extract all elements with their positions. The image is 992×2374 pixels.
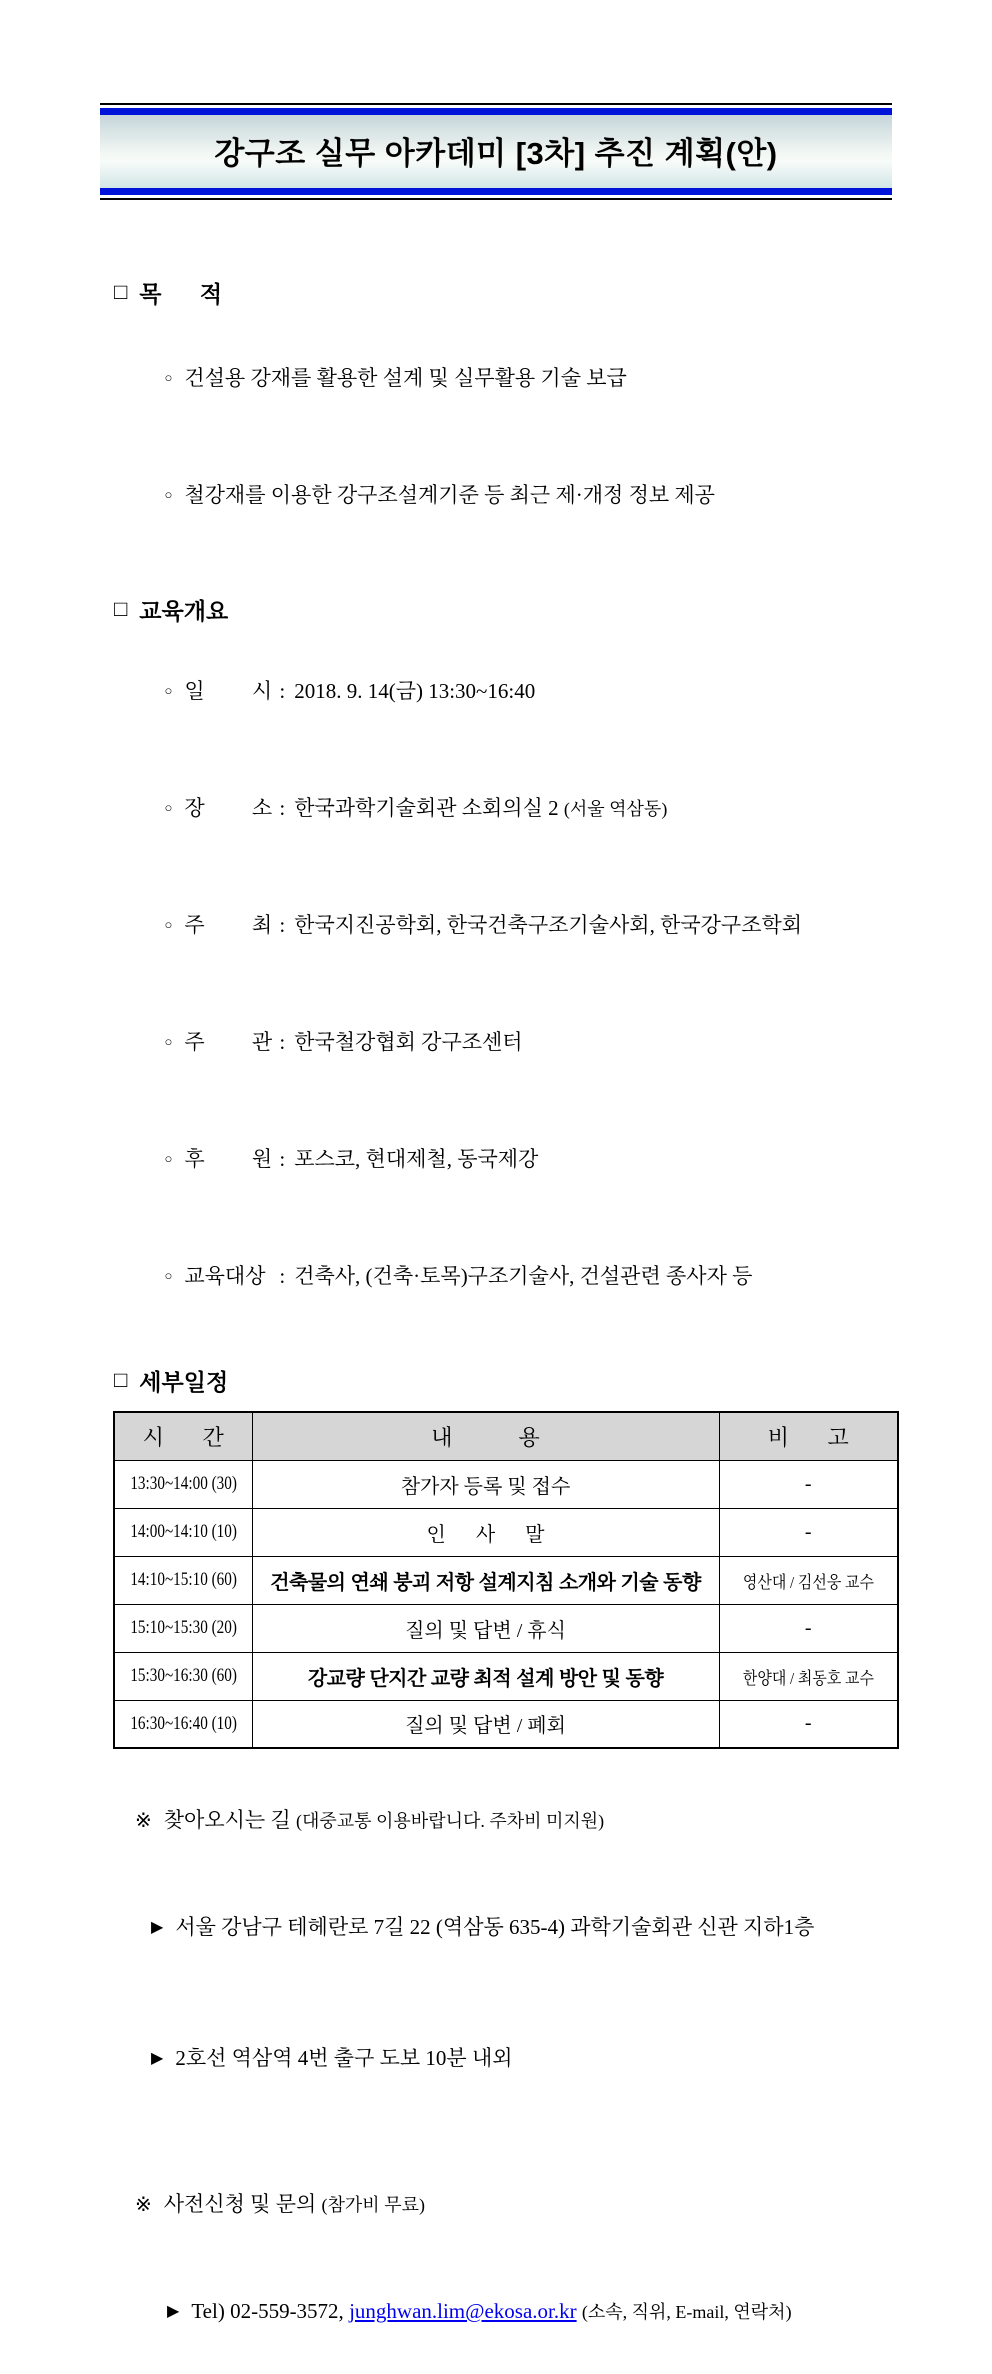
circle-bullet-icon: ○ [164,1151,173,1166]
table-header-row [114,1412,898,1460]
overview-item-value: 2018. 9. 14(금) 13:30~16:40 [294,679,536,703]
circle-bullet-icon: ○ [164,917,173,932]
telephone-number: Tel) 02-559-3572, [191,2299,344,2323]
purpose-item-text: 철강재를 이용한 강구조설계기준 등 최근 제·개정 정보 제공 [184,483,715,507]
label-separator: : [279,679,286,703]
schedule-content: 건축물의 연쇄 붕괴 저항 설계지침 소개와 기술 동향 [270,1571,701,1594]
list-item [133,321,992,438]
list-item [133,1219,992,1336]
schedule-remark: 영산대 / 김선웅 교수 [742,1572,874,1592]
section-heading-overview [114,593,992,626]
overview-heading-label: 교육개요 [139,598,229,624]
registration-head: 사전신청 및 문의 [163,2192,317,2216]
overview-item-label: 장 소 [184,796,273,820]
table-row [114,1460,898,1508]
schedule-time: 15:10~15:30 (20) [129,1617,237,1638]
section-heading-purpose [114,276,992,309]
overview-item-note: (서울 역삼동) [563,799,668,819]
directions-line [130,1867,992,1990]
document-title: 강구조 실무 아카데미 [3차] 추진 계획(안) [214,136,778,171]
purpose-list [133,321,992,555]
overview-item-value: 건축사, (건축·토목)구조기술사, 건설관련 종사자 등 [294,1264,753,1288]
overview-item-label: 후 원 [184,1147,273,1171]
list-item [133,634,992,751]
list-item [133,868,992,985]
table-row [114,1556,898,1604]
document-page [0,103,992,2323]
schedule-content: 강교량 단지간 교량 최적 설계 방안 및 동향 [307,1667,664,1690]
email-link[interactable]: junghwan.lim@ekosa.or.kr [349,2299,577,2323]
square-bullet-icon: □ [114,1366,128,1392]
arrow-bullet-icon: ▶ [151,1919,164,1936]
title-banner-gradient [100,108,892,195]
list-item [133,1102,992,1219]
schedule-time: 14:00~14:10 (10) [129,1521,237,1542]
registration-note [114,2163,992,2243]
directions-note [114,1779,992,1859]
schedule-heading-label: 세부일정 [139,1369,229,1395]
overview-item-label: 교육대상 [184,1264,266,1288]
circle-bullet-icon: ○ [164,487,173,502]
table-row [114,1652,898,1700]
arrow-bullet-icon: ▶ [167,2303,180,2320]
registration-suffix: (소속, 직위, E-mail, 연락처) [581,2302,792,2322]
circle-bullet-icon: ○ [164,1034,173,1049]
overview-item-value: 한국철강협회 강구조센터 [294,1030,523,1054]
directions-line [130,1998,992,2121]
schedule-content: 질의 및 답변 / 폐회 [405,1715,566,1738]
purpose-item-text: 건설용 강재를 활용한 설계 및 실무활용 기술 보급 [184,366,627,390]
overview-item-value: 한국과학기술회관 소회의실 2 [294,796,559,820]
column-header-content: 내 용 [252,1412,719,1460]
label-separator: : [279,796,286,820]
directions-line-text: 2호선 역삼역 4번 출구 도보 10분 내외 [175,2046,513,2070]
schedule-remark: - [804,1472,812,1495]
list-item [133,438,992,555]
overview-item-value: 포스코, 현대제철, 동국제강 [294,1147,539,1171]
overview-item-label: 주 관 [184,1030,273,1054]
label-separator: : [279,913,286,937]
overview-item-label: 주 최 [184,913,273,937]
arrow-bullet-icon: ▶ [151,2050,164,2067]
overview-item-label: 일 시 [184,679,273,703]
overview-item-value: 한국지진공학회, 한국건축구조기술사회, 한국강구조학회 [294,913,803,937]
directions-head-note: (대중교통 이용바랍니다. 주차비 미지원) [295,1811,605,1831]
schedule-time: 14:10~15:10 (60) [129,1569,237,1590]
schedule-time: 16:30~16:40 (10) [129,1712,237,1734]
label-separator: : [279,1030,286,1054]
table-row [114,1508,898,1556]
registration-head-note: (참가비 무료) [321,2195,425,2215]
overview-list [133,634,992,1336]
circle-bullet-icon: ○ [164,370,173,385]
column-header-time: 시 간 [114,1412,252,1460]
square-bullet-icon: □ [114,595,128,621]
section-heading-schedule [114,1364,992,1397]
purpose-heading-label: 목 적 [139,281,223,307]
circle-bullet-icon: ○ [164,1268,173,1283]
schedule-table [113,1411,899,1749]
directions-head: 찾아오시는 길 [163,1808,291,1832]
reference-mark-icon: ※ [135,2194,152,2216]
registration-contact-line [146,2251,992,2374]
schedule-content: 인 사 말 [426,1523,545,1546]
table-row [114,1700,898,1748]
schedule-remark: - [804,1616,812,1639]
circle-bullet-icon: ○ [164,683,173,698]
schedule-time: 13:30~14:00 (30) [129,1473,237,1494]
reference-mark-icon: ※ [135,1810,152,1832]
title-banner [100,103,892,200]
schedule-remark: - [804,1712,812,1735]
list-item [133,751,992,868]
schedule-remark: - [804,1520,812,1543]
label-separator: : [279,1147,286,1171]
column-header-remark: 비 고 [719,1412,898,1460]
square-bullet-icon: □ [114,278,128,304]
schedule-remark: 한양대 / 최동호 교수 [742,1668,874,1688]
schedule-content: 질의 및 답변 / 휴식 [405,1619,566,1642]
list-item [133,985,992,1102]
directions-line-text: 서울 강남구 테헤란로 7길 22 (역삼동 635-4) 과학기술회관 신관 지하1층 [175,1915,815,1939]
label-separator: : [279,1264,286,1288]
circle-bullet-icon: ○ [164,800,173,815]
schedule-content: 참가자 등록 및 접수 [400,1475,571,1498]
table-row [114,1604,898,1652]
schedule-time: 15:30~16:30 (60) [129,1665,237,1686]
